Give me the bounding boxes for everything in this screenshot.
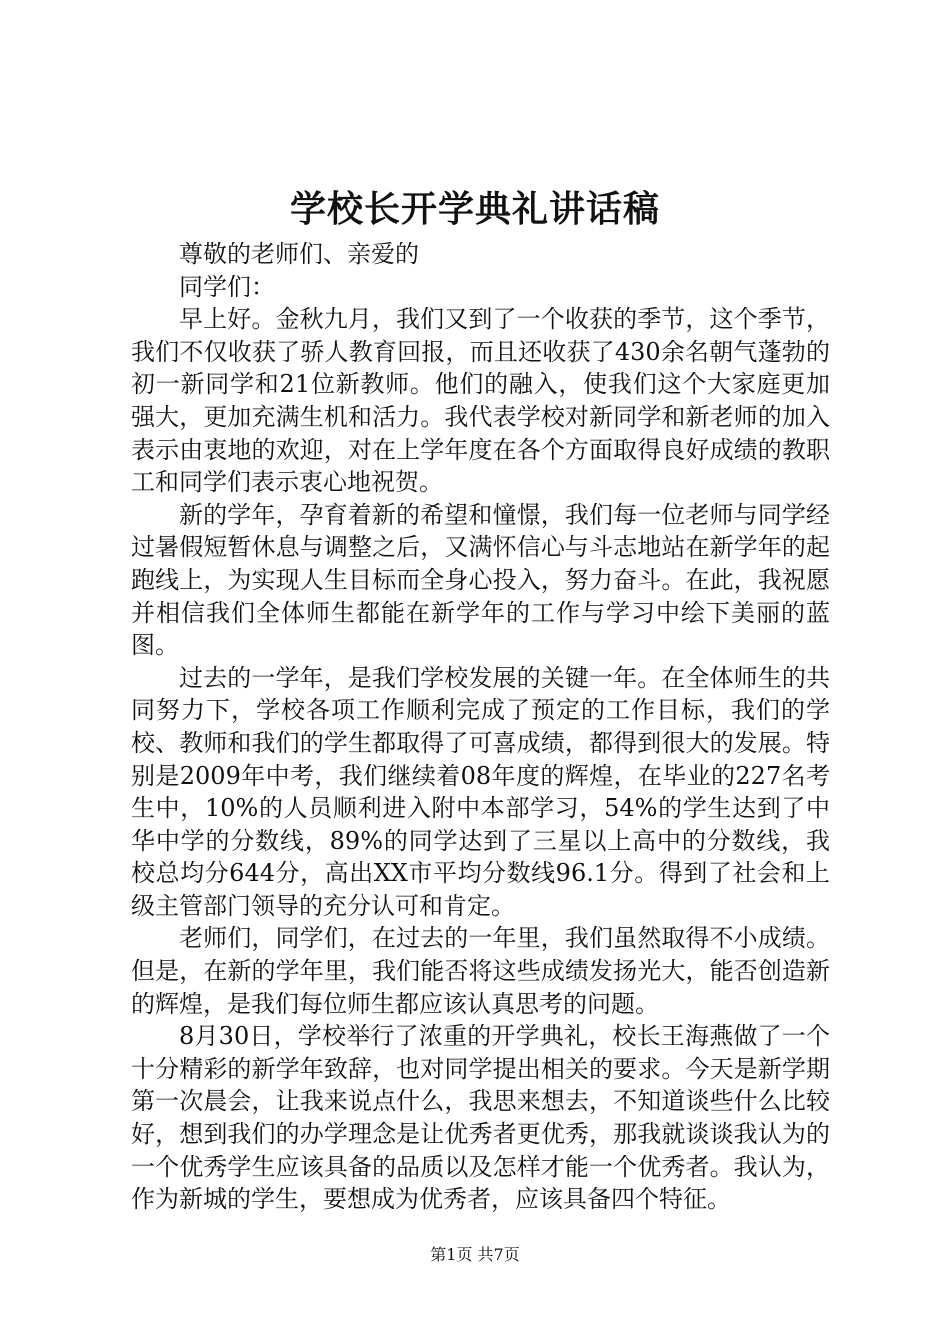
page-title: 学校长开学典礼讲话稿 bbox=[289, 188, 660, 230]
body-paragraph: 8月30日，学校举行了浓重的开学典礼，校长王海燕做了一个十分精彩的新学年致辞，也对同学提出相关的要求。今天是新学期第一次晨会，让我来说点什么，我思来想去，不知道谈些什么比较好，想到我们的办学理念是让优秀者更优秀，那我就谈谈我认为的一个优秀学生应该具备的品质以及怎样才能一个优秀者。我认为，作为新城的学生，要想成为优秀者，应该具备四个特征。 bbox=[131, 1022, 830, 1214]
body-paragraph: 新的学年，孕育着新的希望和憧憬，我们每一位老师与同学经过暑假短暂休息与调整之后，又满怀信心与斗志地站在新学年的起跑线上，为实现人生目标而全身心投入，努力奋斗。在此，我祝愿并相信我们全体师生都能在新学年的工作与学习中绘下美丽的蓝图。 bbox=[131, 500, 830, 660]
body-paragraph: 过去的一学年，是我们学校发展的关键一年。在全体师生的共同努力下，学校各项工作顺利完成了预定的工作目标，我们的学校、教师和我们的学生都取得了可喜成绩，都得到很大的发展。特别是2009年中考，我们继续着08年度的辉煌，在毕业的227名考生中，10%的人员顺利进入附中本部学习，54%的学生达到了中华中学的分数线，89%的同学达到了三星以上高中的分数线，我校总均分644分，高出XX市平均分数线96.1分。得到了社会和上级主管部门领导的充分认可和肯定。 bbox=[131, 663, 830, 920]
salutation-line: 同学们： bbox=[179, 272, 275, 301]
salutation-line: 尊敬的老师们、亲爱的 bbox=[179, 240, 419, 268]
document-body bbox=[131, 238, 830, 1216]
page-number-footer: 第1页 共7页 bbox=[430, 1245, 520, 1264]
body-paragraph: 老师们，同学们，在过去的一年里，我们虽然取得不小成绩。但是，在新的学年里，我们能否将这些成绩发扬光大，能否创造新的辉煌，是我们每位师生都应该认真思考的问题。 bbox=[131, 924, 830, 1018]
body-paragraph: 早上好。金秋九月，我们又到了一个收获的季节，这个季节，我们不仅收获了骄人教育回报，而且还收获了430余名朝气蓬勃的初一新同学和21位新教师。他们的融入，使我们这个大家庭更加强大，更加充满生机和活力。我代表学校对新同学和新老师的加入表示由衷地的欢迎，对在上学年度在各个方面取得良好成绩的教职工和同学们表示衷心地祝贺。 bbox=[131, 305, 830, 497]
